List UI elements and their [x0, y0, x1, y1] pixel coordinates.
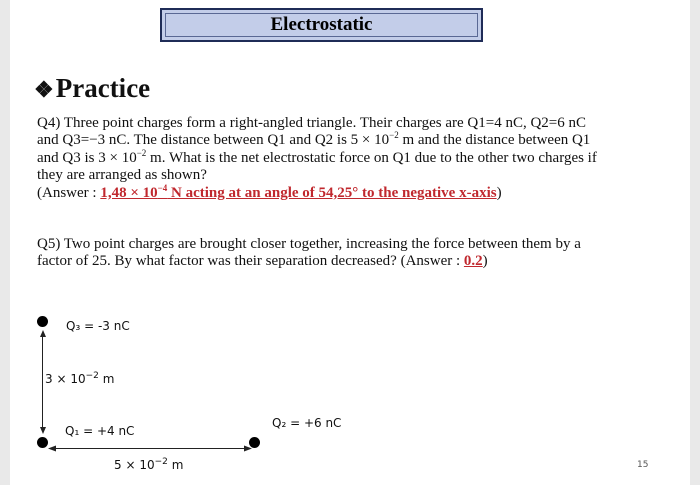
question-4 — [37, 115, 667, 202]
q5-text-2: factor of 25. By what factor was their separation decreased? (Answer : — [37, 253, 464, 270]
section-heading — [34, 72, 150, 106]
horizontal-distance-label — [114, 458, 183, 472]
q4-answer-prefix: (Answer : — [37, 184, 101, 201]
q4-text-2b: m and the distance between Q1 — [398, 132, 591, 149]
q4-answer-rest: N acting at an angle of 54,25° to the negative x-axis — [167, 184, 497, 201]
vertical-arrow-down-icon — [40, 427, 46, 434]
vertical-distance-value: 3 × 10 — [45, 372, 86, 386]
vertical-distance-exp: −2 — [85, 371, 99, 381]
right-margin-bar — [690, 0, 700, 485]
charge-q3-dot — [37, 316, 48, 327]
q4-answer-value: 1,48 × 10 — [100, 184, 158, 201]
charge-q1-label: Q₁ = +4 nC — [65, 424, 135, 438]
q4-text-4: they are arranged as shown? — [37, 167, 207, 184]
q4-answer-exp: −4 — [157, 182, 168, 193]
vertical-arrow-up-icon — [40, 330, 46, 337]
q5-text-1: Q5) Two point charges are brought closer together, increasing the force between them by a — [37, 236, 581, 252]
q4-exp-1: −2 — [389, 130, 399, 141]
q4-text-3: and Q3 is 3 × 10 — [37, 149, 137, 166]
vertical-distance-label — [43, 372, 118, 386]
q4-text-1: Q4) Three point charges form a right-angled triangle. Their charges are — [37, 115, 468, 131]
horizontal-arrow-left-icon — [48, 446, 56, 452]
charge-q3-label: Q₃ = -3 nC — [66, 319, 130, 333]
vertical-distance-unit: m — [98, 372, 115, 386]
q5-answer-suffix: ) — [482, 253, 488, 270]
horizontal-distance-unit: m — [167, 458, 184, 472]
slide-title: Electrostatic — [160, 8, 483, 42]
horizontal-distance-value: 5 × 10 — [114, 458, 155, 472]
left-margin-bar — [0, 0, 10, 485]
q4-charges: Q1=4 nC, Q2=6 nC — [467, 115, 586, 131]
q4-answer — [100, 182, 497, 201]
horizontal-arrow-heads — [48, 444, 252, 453]
q4-exp-2: −2 — [136, 147, 147, 158]
horizontal-distance-exp: −2 — [154, 457, 168, 467]
charge-q2-label: Q₂ = +6 nC — [272, 416, 342, 430]
q4-text-2: and Q3=−3 nC. The distance between Q1 and Q2 is 5 × 10 — [37, 132, 390, 149]
q4-answer-suffix: ) — [496, 184, 502, 201]
diamond-bullet-icon: ❖ — [34, 77, 54, 102]
heading-text: Practice — [55, 73, 151, 103]
q4-text-3b: m. What is the net electrostatic force on Q1 due to the other two charges if — [146, 149, 597, 166]
q5-answer-value: 0.2 — [463, 253, 483, 270]
page-number: 15 — [637, 460, 649, 470]
question-5 — [37, 236, 667, 271]
charge-q1-dot — [37, 437, 48, 448]
horizontal-arrow-right-icon — [244, 446, 252, 452]
